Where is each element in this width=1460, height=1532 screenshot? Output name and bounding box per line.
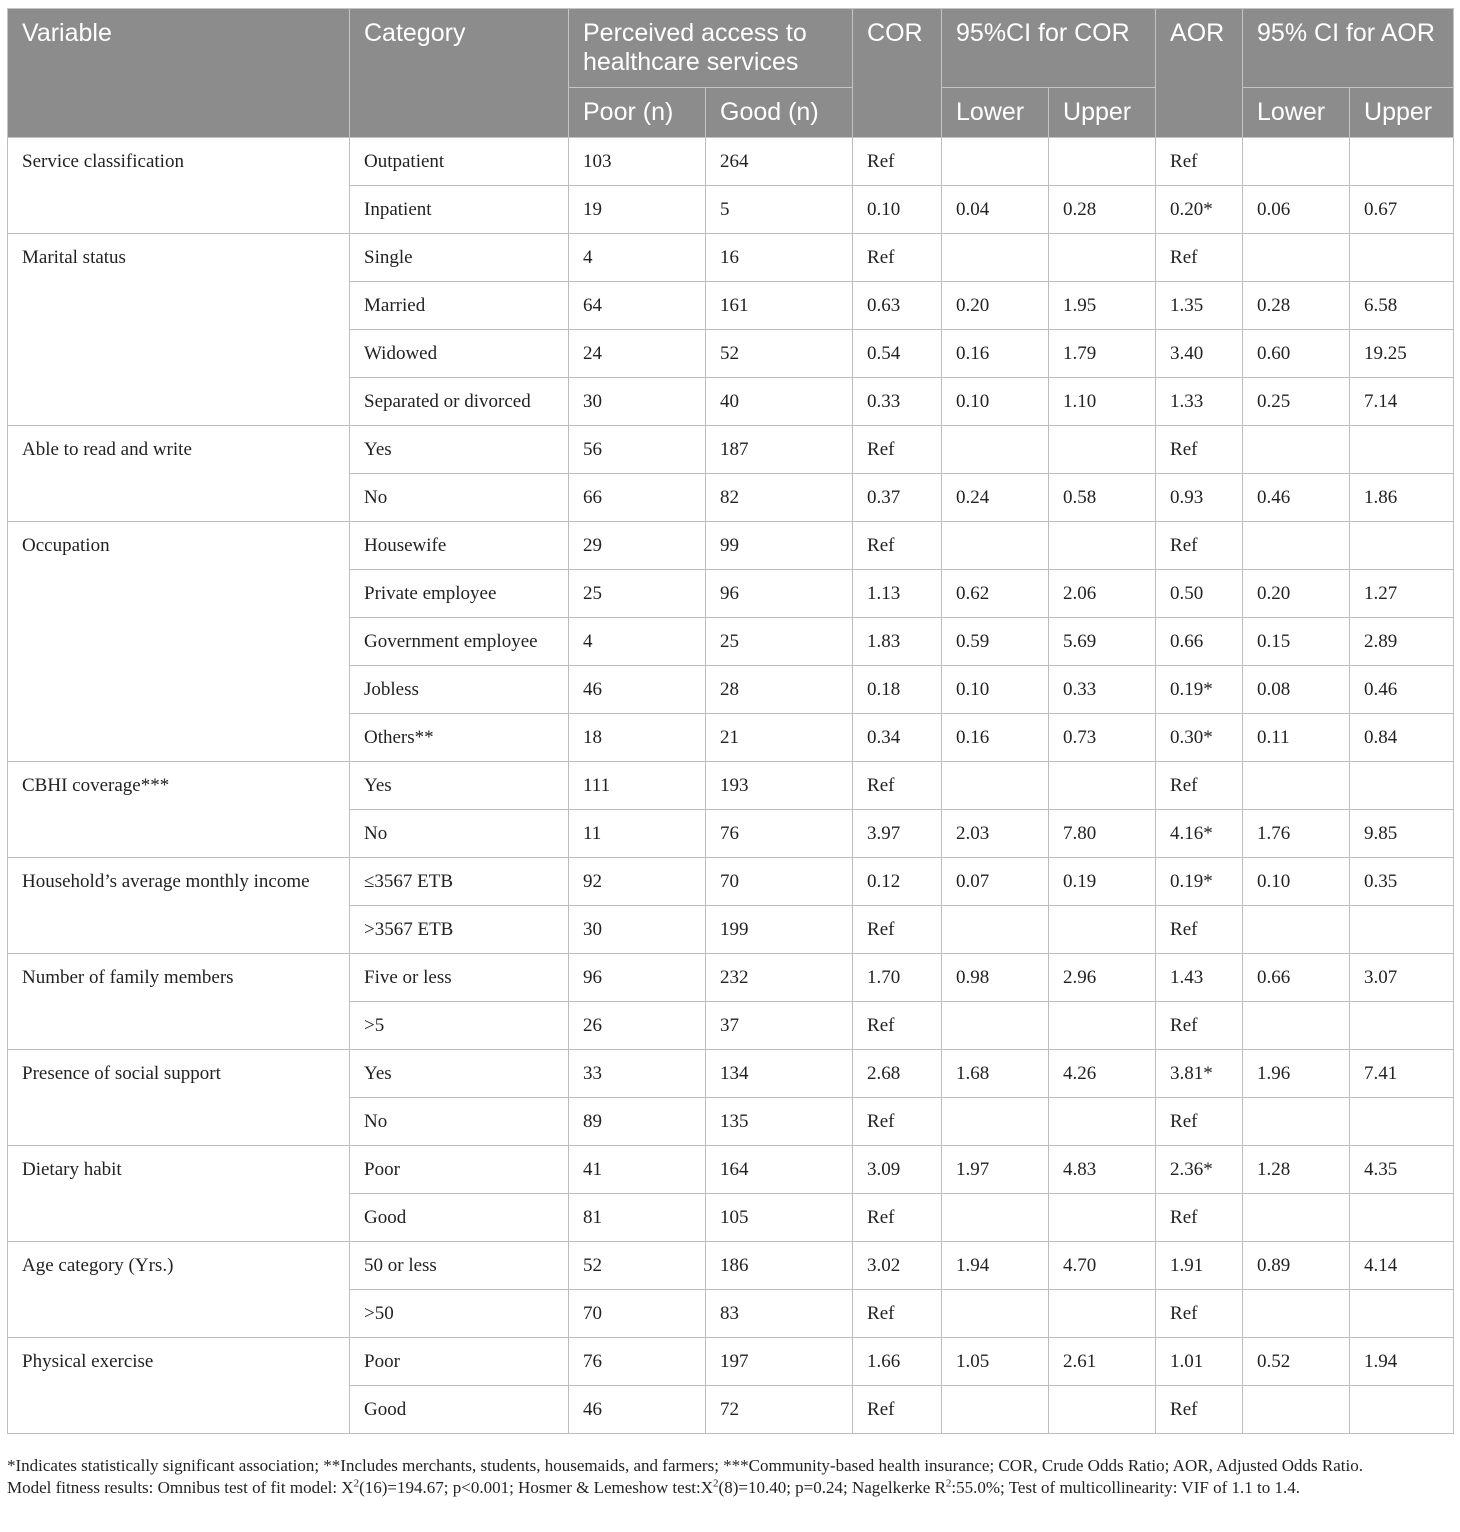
aor-upper-cell [1350,906,1454,954]
aor-cell: Ref [1156,906,1243,954]
aor-lower-cell: 0.66 [1243,954,1350,1002]
poor-cell: 33 [569,1050,706,1098]
cor-upper-cell: 1.79 [1049,330,1156,378]
variable-cell: Dietary habit [8,1146,350,1242]
poor-cell: 89 [569,1098,706,1146]
category-cell: Outpatient [350,138,569,186]
poor-cell: 25 [569,570,706,618]
good-cell: 40 [706,378,853,426]
aor-cell: 0.19* [1156,666,1243,714]
table-row [8,858,1454,906]
aor-upper-cell: 1.86 [1350,474,1454,522]
cor-cell: 0.10 [853,186,942,234]
cor-lower-cell [942,1386,1049,1434]
cor-upper-cell: 4.83 [1049,1146,1156,1194]
aor-lower-cell [1243,1098,1350,1146]
aor-cell: Ref [1156,1194,1243,1242]
poor-cell: 26 [569,1002,706,1050]
cor-cell: 0.63 [853,282,942,330]
cor-upper-cell [1049,234,1156,282]
cor-cell: Ref [853,762,942,810]
cor-lower-cell: 1.68 [942,1050,1049,1098]
cor-lower-cell [942,1194,1049,1242]
cor-upper-cell: 2.96 [1049,954,1156,1002]
cor-cell: Ref [853,138,942,186]
aor-lower-cell: 0.25 [1243,378,1350,426]
footnote-abbreviations: *Indicates statistically significant association; **Includes merchants, students, housemaids, and farmers; ***Community-based health insurance; COR, Crude Odds Ratio; AOR, Adjusted Odds Ratio. [7,1456,1363,1475]
aor-cell: Ref [1156,1290,1243,1338]
category-cell: Inpatient [350,186,569,234]
good-cell: 52 [706,330,853,378]
cor-lower-cell [942,522,1049,570]
aor-cell: Ref [1156,1098,1243,1146]
good-cell: 83 [706,1290,853,1338]
good-cell: 199 [706,906,853,954]
category-cell: Jobless [350,666,569,714]
cor-cell: Ref [853,1098,942,1146]
cor-cell: Ref [853,234,942,282]
cor-lower-cell: 0.16 [942,714,1049,762]
aor-lower-cell: 0.46 [1243,474,1350,522]
cor-upper-cell [1049,762,1156,810]
poor-cell: 96 [569,954,706,1002]
footnote-model-fitness: Model fitness results: Omnibus test of fit model: $X^2(16)=194.67$; p<0.001; Hosmer & Lemeshow $test:X^2(8)=10.40$; p=0.24; Nagelkerke $R^2:55.0\%$; Test of multicollinearity: VIF of 1.1 to 1.4. [7,1477,1300,1497]
aor-lower-cell: 1.28 [1243,1146,1350,1194]
category-cell: No [350,810,569,858]
header-variable: Variable [8,9,350,138]
good-cell: 105 [706,1194,853,1242]
aor-cell: 4.16* [1156,810,1243,858]
aor-upper-cell [1350,1386,1454,1434]
table-header [8,9,1454,138]
poor-cell: 24 [569,330,706,378]
aor-upper-cell: 0.84 [1350,714,1454,762]
table-body [8,138,1454,1434]
poor-cell: 11 [569,810,706,858]
category-cell: >5 [350,1002,569,1050]
aor-upper-cell [1350,426,1454,474]
aor-cell: 0.50 [1156,570,1243,618]
header-perceived-access: Perceived access to healthcare services [569,9,853,88]
aor-cell: 0.93 [1156,474,1243,522]
cor-cell: 0.37 [853,474,942,522]
aor-lower-cell [1243,1002,1350,1050]
category-cell: Five or less [350,954,569,1002]
variable-cell: Age category (Yrs.) [8,1242,350,1338]
poor-cell: 18 [569,714,706,762]
header-aor-lower: Lower [1243,88,1350,138]
good-cell: 16 [706,234,853,282]
cor-cell: Ref [853,426,942,474]
aor-upper-cell [1350,138,1454,186]
aor-cell: 1.33 [1156,378,1243,426]
table-row [8,1338,1454,1386]
aor-lower-cell: 0.11 [1243,714,1350,762]
aor-lower-cell: 1.76 [1243,810,1350,858]
cor-cell: 3.09 [853,1146,942,1194]
aor-lower-cell [1243,762,1350,810]
cor-upper-cell: 4.70 [1049,1242,1156,1290]
aor-lower-cell: 0.60 [1243,330,1350,378]
header-good: Good (n) [706,88,853,138]
cor-lower-cell: 0.98 [942,954,1049,1002]
cor-cell: 1.13 [853,570,942,618]
poor-cell: 70 [569,1290,706,1338]
category-cell: No [350,1098,569,1146]
aor-lower-cell: 0.52 [1243,1338,1350,1386]
aor-upper-cell [1350,762,1454,810]
variable-cell: Marital status [8,234,350,426]
good-cell: 232 [706,954,853,1002]
aor-upper-cell [1350,234,1454,282]
cor-lower-cell: 0.24 [942,474,1049,522]
cor-cell: 1.66 [853,1338,942,1386]
cor-lower-cell: 1.97 [942,1146,1049,1194]
cor-cell: Ref [853,1194,942,1242]
category-cell: Married [350,282,569,330]
aor-cell: Ref [1156,1386,1243,1434]
poor-cell: 52 [569,1242,706,1290]
cor-upper-cell: 0.19 [1049,858,1156,906]
table-row [8,138,1454,186]
aor-upper-cell: 19.25 [1350,330,1454,378]
cor-lower-cell [942,234,1049,282]
header-aor-upper: Upper [1350,88,1454,138]
good-cell: 264 [706,138,853,186]
cor-cell: Ref [853,1002,942,1050]
aor-cell: Ref [1156,234,1243,282]
cor-cell: 3.02 [853,1242,942,1290]
good-cell: 21 [706,714,853,762]
cor-upper-cell [1049,1194,1156,1242]
cor-lower-cell: 0.59 [942,618,1049,666]
poor-cell: 66 [569,474,706,522]
poor-cell: 76 [569,1338,706,1386]
aor-cell: 2.36* [1156,1146,1243,1194]
cor-lower-cell: 1.05 [942,1338,1049,1386]
variable-cell: Presence of social support [8,1050,350,1146]
poor-cell: 81 [569,1194,706,1242]
good-cell: 82 [706,474,853,522]
aor-upper-cell: 4.35 [1350,1146,1454,1194]
poor-cell: 4 [569,234,706,282]
header-cor: COR [853,9,942,138]
cor-upper-cell: 0.58 [1049,474,1156,522]
poor-cell: 103 [569,138,706,186]
cor-lower-cell: 0.10 [942,666,1049,714]
poor-cell: 30 [569,906,706,954]
cor-lower-cell: 0.20 [942,282,1049,330]
aor-cell: 0.66 [1156,618,1243,666]
cor-upper-cell [1049,1098,1156,1146]
aor-cell: 1.01 [1156,1338,1243,1386]
aor-upper-cell: 4.14 [1350,1242,1454,1290]
good-cell: 25 [706,618,853,666]
header-cor-lower: Lower [942,88,1049,138]
header-poor: Poor (n) [569,88,706,138]
good-cell: 134 [706,1050,853,1098]
aor-upper-cell: 0.35 [1350,858,1454,906]
poor-cell: 56 [569,426,706,474]
good-cell: 37 [706,1002,853,1050]
header-ci-cor: 95%CI for COR [942,9,1156,88]
table-row [8,1050,1454,1098]
good-cell: 193 [706,762,853,810]
poor-cell: 41 [569,1146,706,1194]
category-cell: Yes [350,426,569,474]
aor-upper-cell [1350,1194,1454,1242]
cor-cell: 0.34 [853,714,942,762]
aor-cell: Ref [1156,1002,1243,1050]
cor-lower-cell [942,906,1049,954]
cor-lower-cell [942,1290,1049,1338]
table-footnotes [7,1455,1453,1499]
poor-cell: 111 [569,762,706,810]
aor-lower-cell: 0.08 [1243,666,1350,714]
aor-cell: 0.20* [1156,186,1243,234]
table-row [8,234,1454,282]
results-table-container [7,8,1453,1434]
poor-cell: 19 [569,186,706,234]
variable-cell: Number of family members [8,954,350,1050]
aor-cell: 1.35 [1156,282,1243,330]
aor-lower-cell: 0.06 [1243,186,1350,234]
cor-lower-cell: 0.07 [942,858,1049,906]
cor-lower-cell [942,138,1049,186]
aor-lower-cell [1243,906,1350,954]
aor-upper-cell: 9.85 [1350,810,1454,858]
aor-cell: 1.91 [1156,1242,1243,1290]
aor-cell: 0.30* [1156,714,1243,762]
category-cell: Others** [350,714,569,762]
category-cell: Widowed [350,330,569,378]
poor-cell: 4 [569,618,706,666]
logistic-regression-table [7,8,1454,1434]
aor-lower-cell [1243,1386,1350,1434]
aor-cell: Ref [1156,426,1243,474]
cor-cell: Ref [853,906,942,954]
aor-cell: Ref [1156,762,1243,810]
aor-upper-cell: 2.89 [1350,618,1454,666]
cor-upper-cell [1049,906,1156,954]
cor-lower-cell [942,1002,1049,1050]
cor-upper-cell: 4.26 [1049,1050,1156,1098]
table-row [8,426,1454,474]
cor-cell: 1.70 [853,954,942,1002]
aor-upper-cell: 0.67 [1350,186,1454,234]
category-cell: Private employee [350,570,569,618]
category-cell: Government employee [350,618,569,666]
cor-upper-cell: 0.28 [1049,186,1156,234]
aor-lower-cell [1243,522,1350,570]
variable-cell: Service classification [8,138,350,234]
good-cell: 76 [706,810,853,858]
cor-upper-cell: 1.10 [1049,378,1156,426]
aor-upper-cell: 1.27 [1350,570,1454,618]
good-cell: 72 [706,1386,853,1434]
cor-lower-cell: 0.62 [942,570,1049,618]
good-cell: 186 [706,1242,853,1290]
aor-upper-cell: 1.94 [1350,1338,1454,1386]
good-cell: 164 [706,1146,853,1194]
header-cor-upper: Upper [1049,88,1156,138]
category-cell: Poor [350,1146,569,1194]
category-cell: Poor [350,1338,569,1386]
aor-lower-cell [1243,1290,1350,1338]
aor-upper-cell [1350,522,1454,570]
good-cell: 5 [706,186,853,234]
variable-cell: CBHI coverage*** [8,762,350,858]
aor-cell: Ref [1156,522,1243,570]
category-cell: Yes [350,762,569,810]
table-row [8,762,1454,810]
aor-lower-cell: 0.28 [1243,282,1350,330]
cor-cell: 0.33 [853,378,942,426]
aor-lower-cell: 0.10 [1243,858,1350,906]
cor-upper-cell [1049,1002,1156,1050]
cor-upper-cell [1049,1290,1156,1338]
variable-cell: Physical exercise [8,1338,350,1434]
category-cell: Yes [350,1050,569,1098]
table-row [8,1146,1454,1194]
table-row [8,954,1454,1002]
table-row [8,522,1454,570]
header-ci-aor: 95% CI for AOR [1243,9,1454,88]
table-row [8,1242,1454,1290]
poor-cell: 64 [569,282,706,330]
aor-upper-cell: 6.58 [1350,282,1454,330]
cor-upper-cell: 2.06 [1049,570,1156,618]
aor-lower-cell [1243,1194,1350,1242]
cor-upper-cell: 0.73 [1049,714,1156,762]
good-cell: 197 [706,1338,853,1386]
aor-upper-cell: 7.14 [1350,378,1454,426]
cor-upper-cell [1049,138,1156,186]
category-cell: Single [350,234,569,282]
cor-lower-cell: 0.04 [942,186,1049,234]
cor-lower-cell: 0.16 [942,330,1049,378]
cor-upper-cell [1049,426,1156,474]
cor-upper-cell: 2.61 [1049,1338,1156,1386]
aor-lower-cell [1243,426,1350,474]
cor-cell: Ref [853,522,942,570]
good-cell: 70 [706,858,853,906]
cor-cell: 3.97 [853,810,942,858]
cor-upper-cell: 1.95 [1049,282,1156,330]
good-cell: 187 [706,426,853,474]
aor-cell: 3.40 [1156,330,1243,378]
aor-upper-cell: 0.46 [1350,666,1454,714]
poor-cell: 30 [569,378,706,426]
category-cell: Separated or divorced [350,378,569,426]
good-cell: 96 [706,570,853,618]
category-cell: >50 [350,1290,569,1338]
cor-cell: 0.54 [853,330,942,378]
aor-upper-cell: 7.41 [1350,1050,1454,1098]
cor-cell: Ref [853,1386,942,1434]
cor-lower-cell: 1.94 [942,1242,1049,1290]
category-cell: 50 or less [350,1242,569,1290]
cor-lower-cell [942,426,1049,474]
category-cell: Good [350,1194,569,1242]
good-cell: 135 [706,1098,853,1146]
header-category: Category [350,9,569,138]
variable-cell: Able to read and write [8,426,350,522]
cor-cell: 0.12 [853,858,942,906]
cor-cell: 1.83 [853,618,942,666]
good-cell: 99 [706,522,853,570]
cor-lower-cell: 2.03 [942,810,1049,858]
category-cell: ≤3567 ETB [350,858,569,906]
poor-cell: 46 [569,1386,706,1434]
poor-cell: 46 [569,666,706,714]
category-cell: Good [350,1386,569,1434]
cor-upper-cell [1049,1386,1156,1434]
cor-lower-cell: 0.10 [942,378,1049,426]
aor-lower-cell: 1.96 [1243,1050,1350,1098]
variable-cell: Occupation [8,522,350,762]
variable-cell: Household’s average monthly income [8,858,350,954]
aor-upper-cell [1350,1002,1454,1050]
aor-cell: 3.81* [1156,1050,1243,1098]
aor-cell: Ref [1156,138,1243,186]
aor-cell: 0.19* [1156,858,1243,906]
aor-lower-cell [1243,138,1350,186]
category-cell: No [350,474,569,522]
aor-lower-cell: 0.20 [1243,570,1350,618]
poor-cell: 92 [569,858,706,906]
header-aor: AOR [1156,9,1243,138]
category-cell: Housewife [350,522,569,570]
category-cell: >3567 ETB [350,906,569,954]
cor-cell: 0.18 [853,666,942,714]
poor-cell: 29 [569,522,706,570]
good-cell: 161 [706,282,853,330]
cor-upper-cell: 0.33 [1049,666,1156,714]
cor-upper-cell: 7.80 [1049,810,1156,858]
cor-cell: Ref [853,1290,942,1338]
aor-lower-cell: 0.15 [1243,618,1350,666]
cor-lower-cell [942,1098,1049,1146]
aor-lower-cell: 0.89 [1243,1242,1350,1290]
aor-upper-cell: 3.07 [1350,954,1454,1002]
cor-lower-cell [942,762,1049,810]
cor-upper-cell: 5.69 [1049,618,1156,666]
aor-upper-cell [1350,1098,1454,1146]
good-cell: 28 [706,666,853,714]
aor-cell: 1.43 [1156,954,1243,1002]
aor-lower-cell [1243,234,1350,282]
cor-cell: 2.68 [853,1050,942,1098]
aor-upper-cell [1350,1290,1454,1338]
cor-upper-cell [1049,522,1156,570]
